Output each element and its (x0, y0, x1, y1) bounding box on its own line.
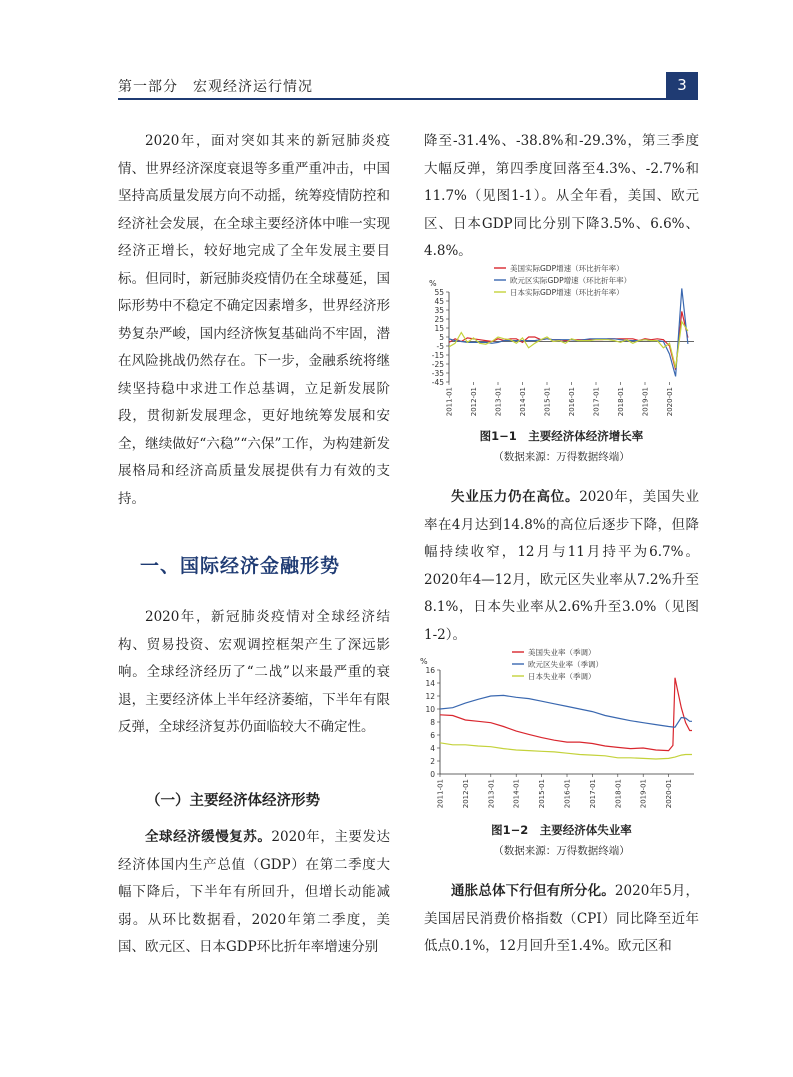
y-tick-label: -25 (431, 360, 444, 369)
series-line (440, 695, 692, 727)
y-tick-label: 12 (425, 692, 435, 701)
legend-label: 美国失业率（季调） (528, 648, 596, 657)
y-tick-label: 8 (430, 718, 435, 727)
x-tick-label: 2018-01 (614, 779, 623, 809)
x-tick-label: 2017-01 (592, 387, 601, 417)
running-title: 第一部分 宏观经济运行情况 (118, 79, 313, 95)
unemployment-chart (420, 648, 699, 816)
legend-label: 美国实际GDP增速（环比折年率） (510, 264, 624, 273)
header-rule (118, 98, 698, 100)
y-tick-label: 25 (434, 315, 444, 324)
y-tick-label: 16 (425, 666, 435, 675)
left-column-section (118, 604, 390, 742)
series-line (449, 322, 688, 368)
y-tick-label: 4 (430, 744, 435, 753)
y-axis-unit: % (429, 279, 437, 288)
x-tick-label: 2013-01 (487, 779, 496, 809)
y-tick-label: 10 (425, 705, 435, 714)
figure2-source: （数据来源：万得数据终端） (493, 845, 630, 857)
legend-label: 欧元区失业率（季调） (528, 660, 603, 669)
x-tick-label: 2020-01 (666, 387, 674, 417)
series-line (440, 678, 692, 751)
x-tick-label: 2014-01 (519, 387, 527, 417)
y-tick-label: 35 (434, 306, 444, 315)
x-tick-label: 2011-01 (445, 387, 454, 417)
figure2-caption: 图1−2 主要经济体失业率 (491, 823, 632, 837)
intro-paragraph: 2020年，面对突如其来的新冠肺炎疫情、世界经济深度衰退等多重严重冲击，中国坚持高质量发展方向不动摇，统筹疫情防控和经济社会发展，在全球主要经济体中唯一实现经济正增长，较好地完成了全年发展主要目标。但同时，新冠肺炎疫情仍在全球蔓延，国际形势中不稳定不确定因素增多，世界经济形势复杂严峻，国内经济恢复基础尚不牢固，潜在风险挑战仍然存在。下一步，金融系统将继续坚持稳中求进工作总基调，立足新发展阶段，贯彻新发展理念，更好地统筹发展和安全，继续做好“六稳”“六保”工作，为构建新发展格局和经济高质量发展提供有力有效的支持。 (118, 133, 390, 507)
subsection-heading: （一）主要经济体经济形势 (146, 792, 320, 809)
x-tick-label: 2013-01 (494, 387, 503, 417)
y-tick-label: -35 (431, 369, 444, 378)
x-tick-label: 2014-01 (512, 779, 521, 809)
y-tick-label: 55 (434, 288, 444, 297)
legend-label: 日本实际GDP增速（环比折年率） (510, 288, 624, 297)
x-tick-label: 2019-01 (639, 779, 648, 809)
x-tick-label: 2020-01 (665, 779, 674, 809)
gdp-growth-chart (424, 262, 699, 420)
x-tick-label: 2015-01 (543, 387, 552, 417)
inflation-lead: 通胀总体下行但有所分化。 (451, 883, 615, 899)
y-tick-label: 0 (430, 770, 435, 779)
unemployment-body: 2020年，美国失业率在4月达到14.8%的高位后逐步下降，但降幅持续收窄，12月与11月持平为6.7%。2020年4—12月，欧元区失业率从7.2%升至8.1%，日本失业率从2.6%升至3.0%（见图1-2）。 (424, 489, 700, 643)
section-heading: 一、国际经济金融形势 (140, 555, 341, 577)
figure-unemployment (420, 648, 699, 820)
unemployment-paragraph (424, 484, 699, 649)
section-intro-paragraph: 2020年，新冠肺炎疫情对全球经济结构、贸易投资、宏观调控框架产生了深远影响。全球经济经历了“二战”以来最严重的衰退，主要经济体上半年经济萎缩，下半年有限反弹，全球经济复苏仍面临较大不确定性。 (118, 609, 390, 735)
x-tick-label: 2017-01 (588, 779, 597, 809)
inflation-body: 2020年5月，美国居民消费价格指数（CPI）同比降至近年低点0.1%，12月回升至1.4%。欧元区和 (424, 883, 700, 954)
y-tick-label: 45 (434, 297, 444, 306)
right-column-inflation (424, 878, 699, 961)
right-column (424, 128, 699, 266)
figure1-source: （数据来源：万得数据终端） (493, 451, 630, 463)
y-tick-label: -15 (431, 351, 444, 360)
page-number: 3 (666, 72, 698, 98)
y-tick-label: 2 (430, 757, 435, 766)
left-column (118, 128, 390, 513)
x-tick-label: 2016-01 (563, 779, 572, 809)
y-tick-label: -5 (436, 342, 444, 351)
growth-lead: 全球经济缓慢复苏。 (145, 829, 272, 845)
figure1-caption: 图1−1 主要经济体经济增长率 (479, 429, 644, 443)
x-tick-label: 2012-01 (470, 387, 478, 417)
growth-paragraph (118, 824, 390, 962)
figure-gdp-growth (424, 262, 699, 424)
x-tick-label: 2012-01 (461, 779, 470, 809)
x-tick-label: 2016-01 (568, 387, 576, 417)
growth-continued-paragraph: 降至-31.4%、-38.8%和-29.3%，第三季度大幅反弹，第四季度回落至4.3%、-2.7%和11.7%（见图1-1）。从全年看，美国、欧元区、日本GDP同比分别下降3.5%、6.6%、4.8%。 (424, 133, 699, 259)
y-tick-label: -45 (431, 378, 444, 387)
series-line (449, 288, 688, 376)
legend-label: 欧元区实际GDP增速（环比折年率） (510, 276, 632, 285)
unemployment-lead: 失业压力仍在高位。 (451, 489, 580, 505)
x-tick-label: 2018-01 (617, 387, 625, 417)
y-tick-label: 14 (425, 679, 435, 688)
x-tick-label: 2011-01 (436, 779, 445, 809)
legend-label: 日本失业率（季调） (528, 672, 596, 681)
x-tick-label: 2015-01 (538, 779, 547, 809)
left-column-growth (118, 824, 390, 962)
page-header (118, 74, 698, 98)
series-line (440, 743, 692, 759)
right-column-unemployment (424, 484, 699, 649)
y-tick-label: 15 (434, 324, 444, 333)
growth-body: 2020年，主要发达经济体国内生产总值（GDP）在第二季度大幅下降后，下半年有所回升，但增长动能减弱。从环比数据看，2020年第二季度，美国、欧元区、日本GDP环比折年率增速分别 (118, 829, 391, 955)
y-axis-unit: % (420, 657, 428, 666)
y-tick-label: 6 (430, 731, 435, 740)
y-tick-label: 5 (439, 333, 444, 342)
inflation-paragraph (424, 878, 699, 961)
x-tick-label: 2019-01 (641, 387, 650, 417)
